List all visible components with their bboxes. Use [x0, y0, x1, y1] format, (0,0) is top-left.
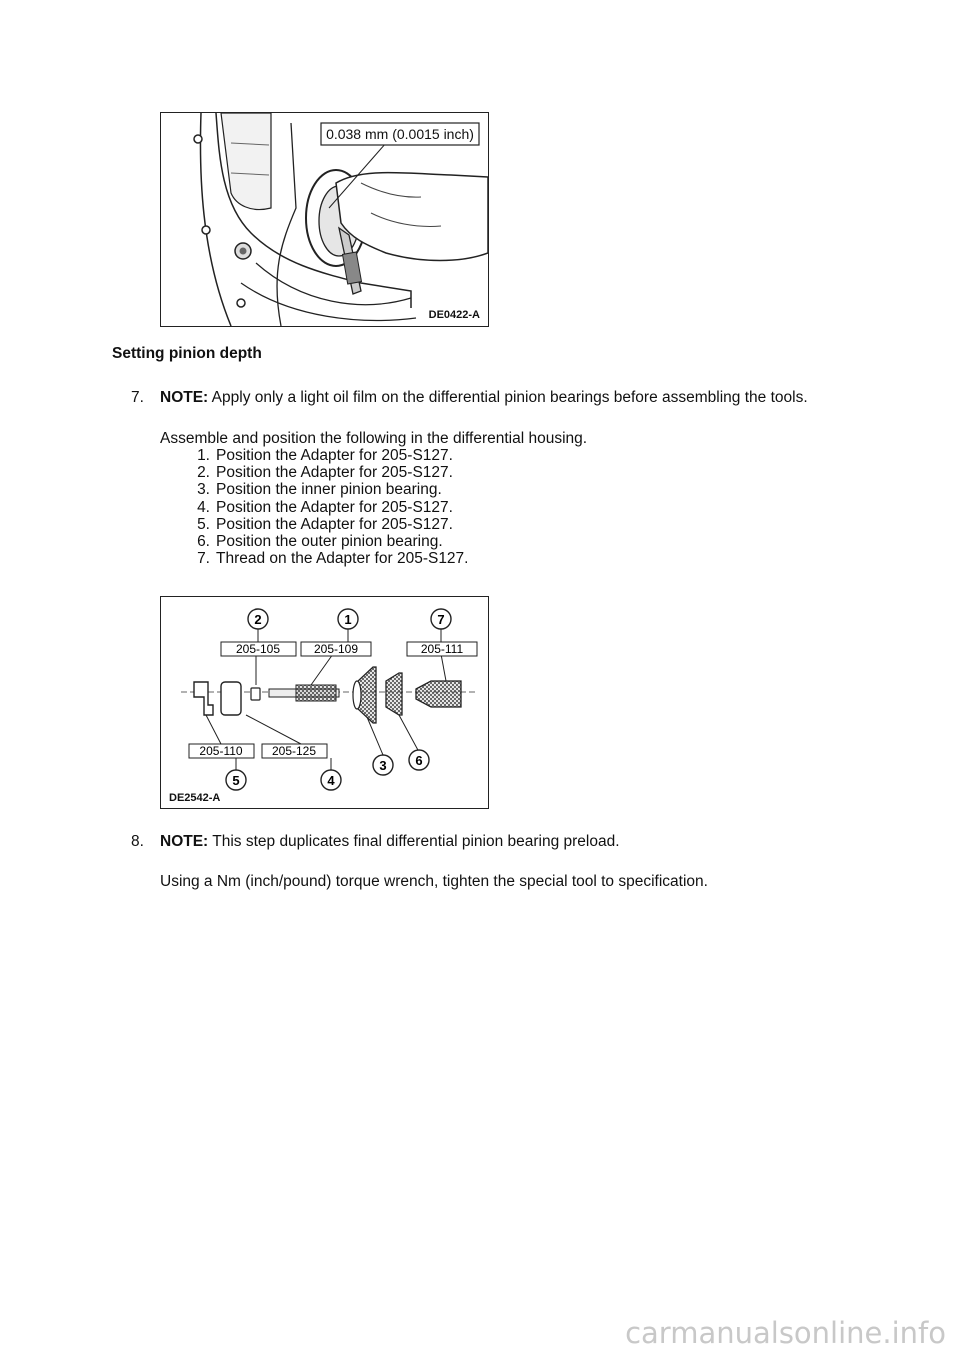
- callout-number: 4: [327, 773, 335, 788]
- figure-pinion-measurement-drawing: [161, 113, 488, 326]
- list-item: [160, 499, 468, 516]
- list-item: [160, 550, 468, 567]
- step-note: [160, 389, 808, 407]
- substep-number: 3.: [197, 481, 210, 499]
- watermark: carmanualsonline.info: [625, 1316, 946, 1350]
- callout-label: 205-109: [313, 642, 359, 656]
- gap-callout-label: 0.038 mm (0.0015 inch): [326, 126, 474, 142]
- callout-7: [407, 609, 477, 656]
- substep-number: 4.: [197, 498, 210, 516]
- list-item: [160, 516, 468, 533]
- callout-label: 205-125: [271, 744, 317, 758]
- figure-tool-assembly-drawing: [161, 597, 488, 808]
- step-number: 8.: [131, 833, 144, 850]
- figure-code: DE0422-A: [428, 309, 480, 321]
- substep-number: 1.: [197, 447, 210, 464]
- step-note: [160, 833, 620, 851]
- substep-text: Position the Adapter for 205-S127.: [216, 498, 453, 516]
- callout-label: 205-111: [420, 642, 464, 656]
- substep-text: Position the Adapter for 205-S127.: [216, 464, 453, 482]
- list-item: [160, 481, 468, 498]
- note-text: Apply only a light oil film on the differential pinion bearings before assembling the tools.: [211, 389, 808, 406]
- substep-number: 6.: [197, 532, 210, 550]
- callout-number: 2: [254, 612, 262, 627]
- callout-2: [221, 609, 296, 656]
- substep-number: 5.: [197, 515, 210, 533]
- figure-code: DE2542-A: [169, 792, 221, 804]
- callout-5: [189, 744, 254, 790]
- substep-list: [160, 447, 468, 567]
- callout-6: [409, 750, 429, 770]
- substep-text: Position the outer pinion bearing.: [216, 532, 443, 550]
- callout-4: [262, 744, 341, 790]
- callout-number: 7: [437, 612, 445, 627]
- substep-text: Thread on the Adapter for 205-S127.: [216, 550, 469, 568]
- note-text: This step duplicates final differential pinion bearing preload.: [212, 833, 620, 850]
- list-item: [160, 464, 468, 481]
- section-heading: Setting pinion depth: [112, 345, 262, 362]
- callout-number: 6: [415, 753, 423, 768]
- callout-number: 1: [344, 612, 352, 627]
- step-number: 7.: [131, 389, 144, 406]
- step-body: Assemble and position the following in the differential housing.: [160, 430, 588, 447]
- step-body: Using a Nm (inch/pound) torque wrench, tighten the special tool to specification.: [160, 873, 708, 890]
- substep-number: 7.: [197, 550, 210, 568]
- callout-number: 5: [232, 773, 240, 788]
- substep-number: 2.: [197, 464, 210, 482]
- substep-text: Position the Adapter for 205-S127.: [216, 515, 453, 533]
- figure-tool-assembly: [160, 596, 489, 809]
- substep-text: Position the inner pinion bearing.: [216, 481, 442, 499]
- figure-pinion-measurement: [160, 112, 489, 327]
- callout-1: [301, 609, 371, 656]
- note-label: NOTE:: [160, 389, 209, 406]
- callout-number: 3: [379, 758, 387, 773]
- callout-label: 205-110: [199, 744, 243, 758]
- callout-3: [373, 755, 393, 775]
- list-item: [160, 533, 468, 550]
- note-label: NOTE:: [160, 833, 209, 850]
- callout-label: 205-105: [235, 642, 281, 656]
- list-item: [160, 447, 468, 464]
- substep-text: Position the Adapter for 205-S127.: [216, 447, 453, 464]
